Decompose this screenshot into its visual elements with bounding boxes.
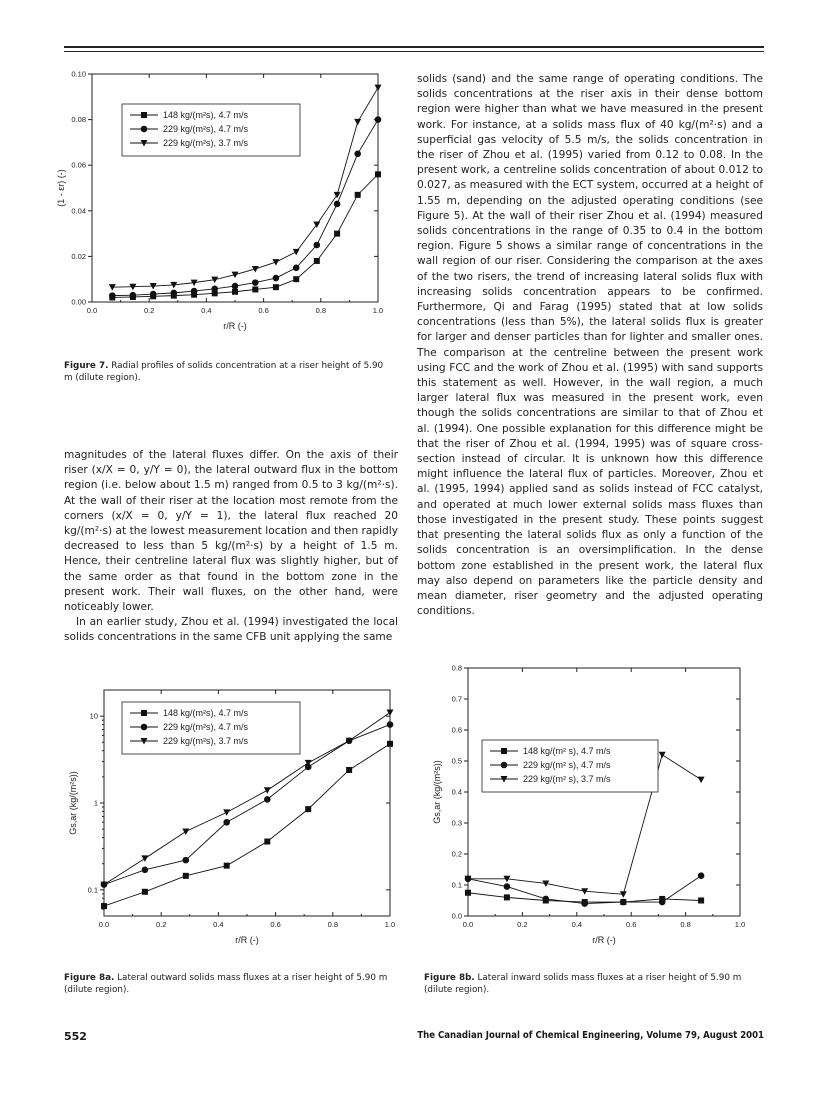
figure-8b-chart [422,660,767,956]
fig8a-series-1-point [224,863,230,869]
fig8b-series-2-point [698,872,705,879]
fig7-ytick-label: 0.00 [71,297,86,307]
fig7-series-1-point [334,231,340,237]
left-paragraph-1: magnitudes of the lateral fluxes differ. On the axis of their riser (x/X = 0, y/Y = 0), the lateral outward flux in the bottom region (i.e. below about 1.5 m) ranged from 0.5 to 3 kg/(m²·s). At the wall of their riser at the location most remote from the corners (x/X = 0, y/Y = 1), the lateral flux reached 20 kg/(m²·s) at the lowest measurement location and then rapidly decreased to less than 5 kg/(m²·s) by a height of 1.5 m. Hence, their centreline lateral flux was slightly higher, but of the same order as that found in the bottom zone in the present work. Their wall fluxes, on the other hand, were noticeably lower. [64,449,398,614]
fig7-series-1-point [273,284,279,290]
fig8a-legend-label: 229 kg/(m²s), 4.7 m/s [163,722,249,732]
fig8b-series-1-point [504,894,510,900]
fig7-series-1-point [314,258,320,264]
fig8a-ytick-label: 0.1 [87,885,98,895]
fig8b-ytick-label: 0.2 [451,849,462,859]
fig8b-ytick-label: 0.5 [451,756,462,766]
fig8a-series-1-point [346,767,352,773]
fig8a-series-3-point [264,787,271,794]
fig7-legend-marker [141,126,148,133]
fig8a-series-3-point [182,828,189,835]
fig7-xtick-label: 0.8 [315,306,327,315]
figure-8b-caption-label: Figure 8b. [424,973,475,983]
fig7-series-2-point [170,290,177,297]
fig8b-xtick-label: 0.6 [625,920,637,929]
fig7-series-1-point [232,289,238,295]
fig7-series-2-point [211,285,218,292]
fig7-series-3-point [375,85,382,92]
fig8b-ytick-label: 0.4 [451,787,462,797]
figure-7-caption [64,360,394,384]
fig7-legend-label: 229 kg/(m²s), 4.7 m/s [163,124,249,134]
fig8b-legend-label: 229 kg/(m² s), 4.7 m/s [523,760,611,770]
fig8a-xtick-label: 0.0 [98,920,110,929]
fig7-series-2-point [150,291,157,298]
fig7-legend-label: 148 kg/(m²s), 4.7 m/s [163,110,249,120]
fig8b-xtick-label: 0.0 [462,920,474,929]
figure-8a-caption-text: Lateral outward solids mass fluxes at a riser height of 5.90 m (dilute region). [64,973,388,995]
fig7-series-3-point [293,249,300,256]
page-number: 552 [64,1030,87,1043]
fig8a-ytick-label: 1 [93,798,98,808]
right-paragraph-1: solids (sand) and the same range of operating conditions. The solids concentrations at the riser axis in their dense bottom region were higher than what we have measured in the present work. For instance, at a solids mass flux of 40 kg/(m²·s) and a superficial gas velocity of 5.5 m/s, the solids concentration in the riser of Zhou et al. (1995) varied from 0.12 to 0.08. In the present work, a centreline solids concentration of about 0.012 to 0.027, as measured with the ECT system, occurred at a height of 1.55 m, depending on the adjusted operating conditions (see Figure 5). At the wall of their riser Zhou et al. (1994) measured solids concentrations in the range of 0.35 to 0.4 in the bottom region. Figure 5 shows a similar range of concentrations in the wall region of our riser. Considering the comparison at the axes of the two risers, the trend of increasing lateral solids flux with increasing solids concentration appears to be confirmed. Furthermore, Qi and Farag (1995) stated that at low solids concentrations (less than 5%), the lateral solids flux is greater for larger and denser particles than for lighter and smaller ones. The comparison at the centreline between the present work using FCC and the work of Zhou et al. (1995) with sand supports this statement as well. However, in the wall region, a much larger lateral flux was measured in the present work, even though the solids concentrations are similar to that of Zhou et al. (1994). One possible explanation for this difference might be that the riser of Zhou et al. (1994, 1995) was of square cross-section instead of circular. It is unknown how this difference might influence the lateral flux of particles. Moreover, Zhou et al. (1995, 1994) applied sand as solids instead of FCC catalyst, and operated at much lower external solids mass fluxes than those investigated in the present study. These points suggest that presenting the lateral solids flux as only a function of the solids concentration is an oversimplification. In the dense bottom zone established in the present work, the lateral flux may also depend on parameters like the particle density and mean diameter, riser geometry and the adjusted operating conditions. [417,73,763,618]
fig7-xtick-label: 0.0 [86,306,98,315]
fig7-series-2-point [191,288,198,295]
fig8a-xtick-label: 0.6 [270,920,281,929]
fig7-series-2-point [232,283,239,290]
fig8a-legend-marker [141,710,147,716]
fig8a-series-1-point [183,873,189,879]
fig8b-ytick-label: 0.8 [451,663,462,673]
fig8a-series-3-point [223,809,230,816]
fig7-series-2-point [375,116,382,123]
fig7-series-2-point [130,292,137,299]
fig7-series-1-point [375,171,381,177]
fig8b-xtick-label: 0.2 [517,920,528,929]
fig8a-xtick-label: 1.0 [384,920,396,929]
fig8b-series-1-point [465,890,471,896]
figure-8b-caption [424,972,764,996]
fig8a-series-1-point [142,889,148,895]
fig7-series-2-point [109,292,116,299]
fig7-series-2-point [273,275,280,282]
fig8b-series-1-point [698,898,704,904]
fig8a-legend-label: 229 kg/(m²s), 3.7 m/s [163,736,249,746]
left-paragraph-2: In an earlier study, Zhou et al. (1994) investigated the local solids concentrations in the same CFB unit applying the same [64,616,398,644]
fig8a-series-1-point [101,903,107,909]
fig7-series-1-point [293,276,299,282]
journal-footer: The Canadian Journal of Chemical Engineering, Volume 79, August 2001 [417,1030,764,1041]
fig7-series-3-point [272,259,279,266]
fig8b-legend-label: 148 kg/(m² s), 4.7 m/s [523,746,611,756]
fig8a-xtick-label: 0.2 [155,920,167,929]
fig8b-series-2-point [542,896,549,903]
figure-8a-caption-label: Figure 8a. [64,973,115,983]
fig8a-legend-marker [141,724,148,731]
fig7-ytick-label: 0.08 [71,115,86,125]
fig8b-xtick-label: 0.8 [680,920,691,929]
left-column-text [64,448,398,646]
fig8b-xtick-label: 1.0 [734,920,746,929]
fig8b-ytick-label: 0.3 [451,818,462,828]
fig7-xtick-label: 1.0 [372,306,384,315]
fig8a-yaxis-label: Gs,ar (kg/(m²s)) [68,771,78,835]
figure-7-caption-text: Radial profiles of solids concentration at a riser height of 5.90 m (dilute region). [64,361,384,383]
fig7-xtick-label: 0.4 [201,306,212,315]
fig8a-series-1-point [305,806,311,812]
fig7-ytick-label: 0.06 [71,160,86,170]
fig7-series-1-point [252,286,258,292]
fig8b-series-2-point [620,899,627,906]
fig8a-series-3-point [141,855,148,862]
header-rule-bottom [64,51,764,52]
fig8b-legend-marker [501,762,508,769]
fig7-series-2-point [334,201,341,208]
fig8b-series-2-point [581,900,588,907]
fig8a-series-2-point [223,819,230,826]
fig8b-ytick-label: 0.6 [451,725,462,735]
fig8a-series-3-point [387,710,394,717]
figure-7-caption-label: Figure 7. [64,361,109,371]
figure-8a-chart [56,680,401,960]
fig7-series-2-point [252,279,259,286]
fig8b-xtick-label: 0.4 [571,920,583,929]
fig8b-series-2-point [504,883,511,890]
fig8a-series-2-point [264,796,271,803]
fig8b-legend-marker [501,748,507,754]
fig8b-series-3-point [659,752,666,759]
fig7-series-3-point [354,119,361,126]
figure-7-chart [56,64,396,354]
fig8a-ytick-label: 10 [89,711,98,721]
fig8a-series-2-point [182,857,189,864]
figure-8a-caption [64,972,404,996]
fig7-ytick-label: 0.04 [71,206,86,216]
fig7-series-2-point [293,265,300,272]
fig8b-series-3-point [698,777,705,784]
fig7-yaxis-label: (1 - εr) (-) [56,169,66,207]
fig7-ytick-label: 0.02 [71,251,86,261]
fig8a-xtick-label: 0.4 [213,920,224,929]
fig8b-legend-label: 229 kg/(m² s), 3.7 m/s [523,774,611,784]
fig7-ytick-label: 0.10 [71,69,86,79]
fig7-series-2-point [313,242,320,249]
fig7-legend-marker [141,112,147,118]
fig8b-ytick-label: 0.7 [451,694,462,704]
fig8a-series-2-point [387,721,394,728]
fig8a-xaxis-label: r/R (-) [235,935,259,945]
fig7-xtick-label: 0.6 [258,306,269,315]
fig7-xaxis-label: r/R (-) [223,321,247,331]
fig7-series-2-point [354,151,361,158]
right-column-text [417,72,763,619]
fig8b-series-2-point [659,899,666,906]
fig8a-series-1-point [387,741,393,747]
header-rule-top [64,46,764,48]
fig8b-yaxis-label: Gs,ar (kg/(m²s)) [432,760,442,824]
fig8b-xaxis-label: r/R (-) [592,935,616,945]
fig7-series-1-point [355,192,361,198]
fig8b-ytick-label: 0.0 [451,911,462,921]
fig8a-series-2-point [142,867,149,874]
fig8b-ytick-label: 0.1 [451,880,462,890]
figure-8b-caption-text: Lateral inward solids mass fluxes at a riser height of 5.90 m (dilute region). [424,973,742,995]
fig7-xtick-label: 0.2 [143,306,155,315]
fig8a-series-1-point [264,839,270,845]
fig8a-legend-label: 148 kg/(m²s), 4.7 m/s [163,708,249,718]
fig7-legend-label: 229 kg/(m²s), 3.7 m/s [163,138,249,148]
fig8a-xtick-label: 0.8 [327,920,339,929]
